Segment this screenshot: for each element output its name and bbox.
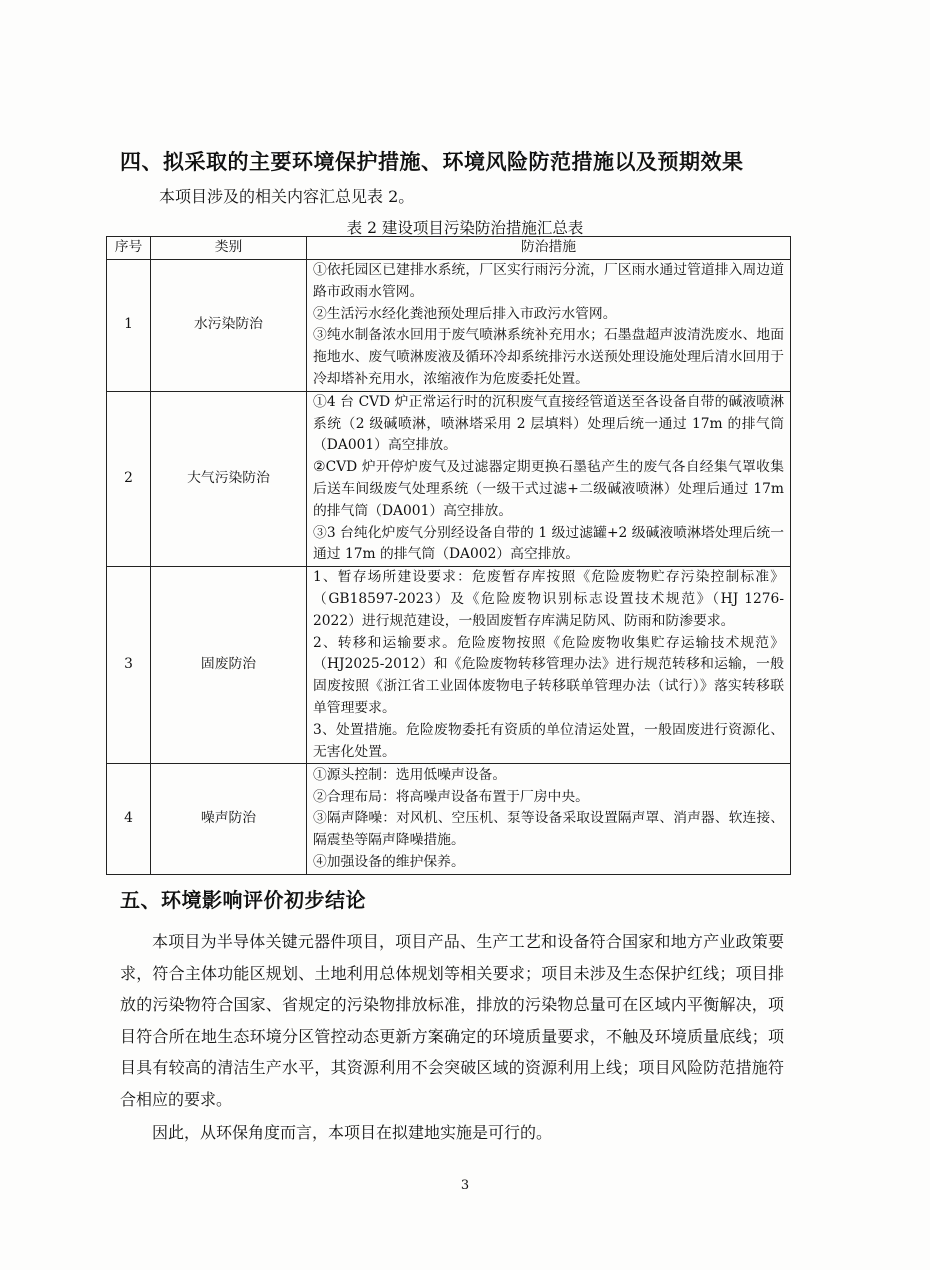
measure-item: ②生活污水经化粪池预处理后排入市政污水管网。 (313, 305, 617, 322)
section-4-heading: 四、拟采取的主要环境保护措施、环境风险防范措施以及预期效果 (120, 150, 744, 174)
measure-item: ④加强设备的维护保养。 (313, 854, 465, 871)
row-category: 噪声防治 (151, 764, 307, 875)
table-header-row (107, 237, 791, 260)
measure-item: ②合理布局：将高噪声设备布置于厂房中央。 (313, 788, 589, 805)
header-category: 类别 (151, 237, 307, 260)
row-measures (307, 764, 791, 875)
measure-item: ③纯水制备浓水回用于废气喷淋系统补充用水；石墨盘超声波清洗废水、地面拖地水、废气喷淋废液及循环冷却系统排污水送预处理设施处理后清水回用于冷却塔补充用水，浓缩液作为危废委托处置。 (313, 327, 784, 387)
row-category: 大气污染防治 (151, 391, 307, 566)
row-measures (307, 391, 791, 566)
pollution-control-table (106, 236, 791, 875)
measure-item: 3、处置措施。危险废物委托有资质的单位清运处置，一般固废进行资源化、无害化处置。 (313, 721, 784, 760)
row-measures (307, 260, 791, 392)
page-number: 3 (460, 1178, 470, 1193)
conclusion-paragraph: 本项目为半导体关键元器件项目，项目产品、生产工艺和设备符合国家和地方产业政策要求，符合主体功能区规划、土地利用总体规划等相关要求；项目未涉及生态保护红线；项目排放的污染物符合国家、省规定的污染物排放标准，排放的污染物总量可在区域内平衡解决，项目符合所在地生态环境分区管控动态更新方案确定的环境质量要求，不触及环境质量底线；项目具有较高的清洁生产水平，其资源利用不会突破区域的资源利用上线；项目风险防范措施符合相应的要求。 (120, 932, 784, 1109)
row-number: 3 (107, 567, 151, 764)
row-category: 水污染防治 (151, 260, 307, 392)
row-measures (307, 567, 791, 764)
measure-item: ③隔声降噪：对风机、空压机、泵等设备采取设置隔声罩、消声器、软连接、隔震垫等隔声降噪措施。 (313, 810, 784, 849)
table-caption: 表 2 建设项目污染防治措施汇总表 (346, 219, 584, 237)
section-5-heading: 五、环境影响评价初步结论 (120, 888, 366, 912)
table-row (107, 567, 791, 764)
table-row (107, 391, 791, 566)
measure-item: ①4 台 CVD 炉正常运行时的沉积废气直接经管道送至各设备自带的碱液喷淋系统（2 级碱喷淋，喷淋塔采用 2 层填料）处理后统一通过 17m 的排气筒（DA001）高空排放。 (313, 393, 784, 454)
section-4-intro: 本项目涉及的相关内容汇总见表 2。 (159, 187, 415, 206)
row-category: 固废防治 (151, 567, 307, 764)
row-number: 1 (107, 260, 151, 392)
measure-item: ①依托园区已建排水系统，厂区实行雨污分流，厂区雨水通过管道排入周边道路市政雨水管网。 (313, 262, 784, 300)
measure-item: ①源头控制：选用低噪声设备。 (313, 766, 507, 783)
measure-item: 2、转移和运输要求。危险废物按照《危险废物收集贮存运输技术规范》（HJ2025-2012）和《危险废物转移管理办法》进行规范转移和运输，一般固废按照《浙江省工业固体废物电子转移联单管理办法（试行）》落实转移联单管理要求。 (313, 634, 784, 716)
measure-item: 1、暂存场所建设要求：危废暂存库按照《危险废物贮存污染控制标准》（GB18597-2023）及《危险废物识别标志设置技术规范》（HJ 1276-2022）进行规范建设，一般固废暂存库满足防风、防雨和防渗要求。 (313, 569, 784, 629)
measure-item: ②CVD 炉开停炉废气及过滤器定期更换石墨毡产生的废气各自经集气罩收集后送车间级废气处理系统（一级干式过滤+二级碱液喷淋）处理后通过 17m 的排气筒（DA001）高空排放。 (313, 459, 784, 519)
row-number: 2 (107, 391, 151, 566)
measure-item: ③3 台纯化炉废气分别经设备自带的 1 级过滤罐+2 级碱液喷淋塔处理后统一通过 17m 的排气筒（DA002）高空排放。 (313, 524, 784, 563)
table-row (107, 260, 791, 392)
table-row (107, 764, 791, 875)
header-measures: 防治措施 (307, 237, 791, 260)
conclusion-statement: 因此，从环保角度而言，本项目在拟建地实施是可行的。 (152, 1123, 553, 1142)
row-number: 4 (107, 764, 151, 875)
header-number: 序号 (107, 237, 151, 260)
